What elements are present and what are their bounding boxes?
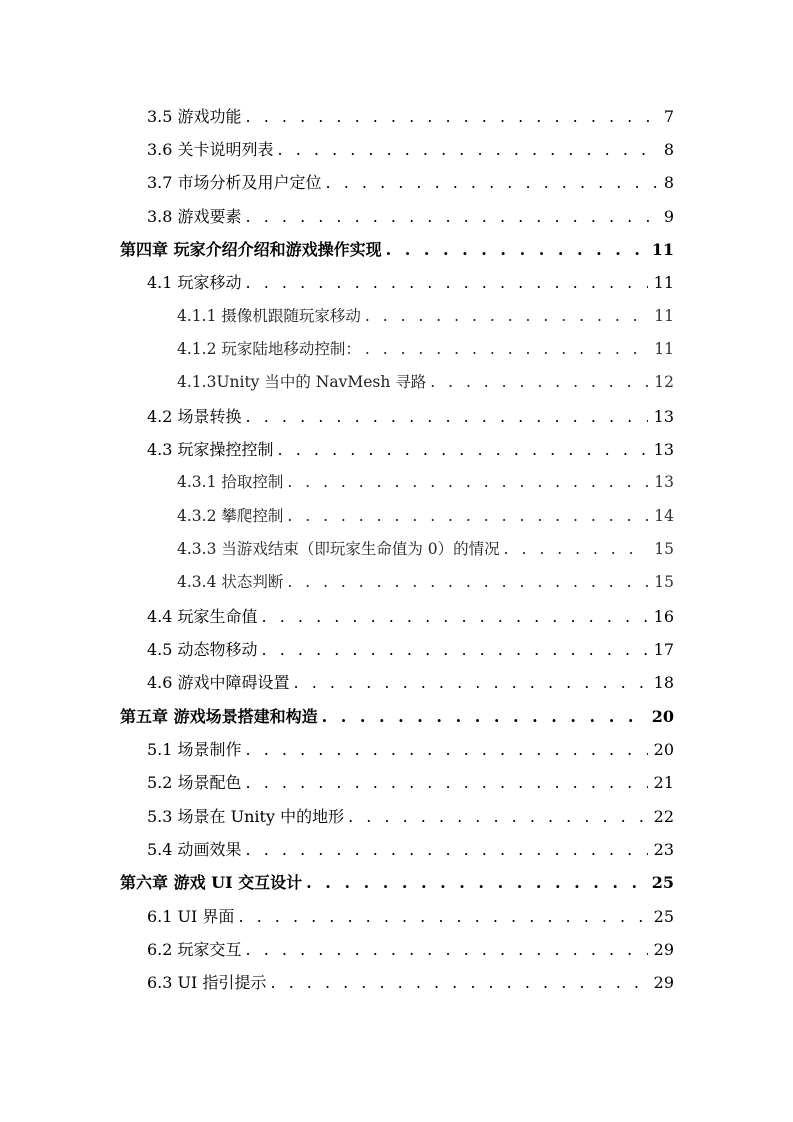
dot-leader [262, 633, 648, 666]
toc-subentry[interactable] [177, 566, 674, 599]
dot-leader [294, 666, 648, 699]
toc-entry-title: 6.2 玩家交互 [147, 940, 242, 959]
toc-entry-page: 12 [654, 373, 674, 391]
toc-entry-page: 11 [651, 240, 674, 259]
toc-entry-title: 4.6 游戏中障碍设置 [147, 673, 290, 692]
toc-entry-page: 18 [653, 673, 674, 692]
toc-entry-page: 15 [654, 540, 674, 558]
dot-leader [246, 766, 648, 799]
toc-entry-title: 第五章 游戏场景搭建和构造 [120, 707, 318, 726]
toc-entry-page: 25 [653, 907, 674, 926]
toc-entry-title: 5.2 场景配色 [147, 773, 242, 792]
dot-leader [246, 400, 648, 433]
dot-leader [287, 500, 648, 533]
toc-entry-page: 13 [654, 473, 674, 491]
toc-entry-title: 第四章 玩家介绍介绍和游戏操作实现 [120, 240, 382, 259]
dot-leader [246, 266, 648, 299]
toc-entry-title: 4.3.2 攀爬控制 [177, 507, 284, 525]
toc-entry-title: 4.1.3Unity 当中的 NavMesh 寻路 [177, 373, 427, 391]
toc-entry[interactable] [147, 900, 674, 933]
toc-entry[interactable] [147, 666, 674, 699]
toc-entry-page: 20 [653, 740, 674, 759]
toc-entry-title: 4.3 玩家操控控制 [147, 440, 274, 459]
toc-entry-title: 3.7 市场分析及用户定位 [147, 173, 322, 192]
toc-entry[interactable] [147, 433, 674, 466]
dot-leader [365, 333, 648, 366]
toc-entry-page: 13 [653, 440, 674, 459]
toc-entry-page: 29 [653, 973, 674, 992]
dot-leader [270, 966, 647, 999]
toc-entry-page: 11 [654, 340, 674, 358]
toc-entry[interactable] [147, 966, 674, 999]
toc-entry-title: 第六章 游戏 UI 交互设计 [120, 873, 303, 892]
toc-entry-title: 4.3.3 当游戏结束（即玩家生命值为 0）的情况 [177, 540, 500, 558]
toc-subentry[interactable] [177, 366, 674, 399]
toc-entry-page: 29 [653, 940, 674, 959]
toc-entry-title: 4.2 场景转换 [147, 407, 242, 426]
toc-entry-title: 4.1 玩家移动 [147, 273, 242, 292]
toc-entry-title: 3.8 游戏要素 [147, 207, 242, 226]
dot-leader [306, 866, 646, 899]
toc-entry[interactable] [147, 266, 674, 299]
toc-entry-title: 5.4 动画效果 [147, 840, 242, 859]
toc-entry[interactable] [147, 833, 674, 866]
dot-leader [386, 233, 646, 266]
toc-entry-page: 17 [653, 640, 674, 659]
toc-entry[interactable] [147, 600, 674, 633]
toc-entry-title: 3.6 关卡说明列表 [147, 140, 274, 159]
toc-entry-page: 15 [654, 573, 674, 591]
dot-leader [430, 366, 648, 399]
dot-leader [246, 733, 648, 766]
toc-subentry[interactable] [177, 466, 674, 499]
toc-entry-page: 20 [651, 707, 674, 726]
toc-entry-page: 7 [663, 107, 674, 126]
toc-entry[interactable] [147, 733, 674, 766]
toc-chapter-entry[interactable] [120, 866, 674, 899]
toc-subentry[interactable] [177, 300, 674, 333]
toc-entry[interactable] [147, 933, 674, 966]
toc-entry-title: 6.1 UI 界面 [147, 907, 235, 926]
toc-entry[interactable] [147, 400, 674, 433]
toc-entry[interactable] [147, 133, 674, 166]
toc-subentry[interactable] [177, 533, 674, 566]
toc-entry-page: 16 [653, 607, 674, 626]
toc-entry-title: 4.3.1 拾取控制 [177, 473, 284, 491]
toc-entry-page: 8 [663, 140, 674, 159]
dot-leader [246, 833, 648, 866]
dot-leader [246, 200, 658, 233]
toc-entry[interactable] [147, 633, 674, 666]
dot-leader [278, 133, 658, 166]
dot-leader [326, 166, 658, 199]
toc-chapter-entry[interactable] [120, 233, 674, 266]
toc-entry-title: 4.1.1 摄像机跟随玩家移动 [177, 307, 361, 325]
dot-leader [246, 100, 658, 133]
toc-entry-title: 5.3 场景在 Unity 中的地形 [147, 807, 345, 826]
dot-leader [246, 933, 648, 966]
dot-leader [322, 700, 646, 733]
toc-entry-title: 4.5 动态物移动 [147, 640, 258, 659]
toc-entry[interactable] [147, 800, 674, 833]
toc-entry-page: 11 [654, 307, 674, 325]
toc-entry[interactable] [147, 166, 674, 199]
toc-entry-page: 9 [663, 207, 674, 226]
toc-entry-title: 4.3.4 状态判断 [177, 573, 284, 591]
toc-subentry[interactable] [177, 500, 674, 533]
toc-entry-title: 3.5 游戏功能 [147, 107, 242, 126]
toc-entry[interactable] [147, 100, 674, 133]
toc-entry[interactable] [147, 200, 674, 233]
dot-leader [365, 300, 648, 333]
dot-leader [348, 800, 648, 833]
toc-entry-page: 23 [653, 840, 674, 859]
toc-entry-page: 14 [654, 507, 674, 525]
dot-leader [262, 600, 648, 633]
dot-leader [238, 900, 647, 933]
dot-leader [287, 466, 648, 499]
toc-chapter-entry[interactable] [120, 700, 674, 733]
toc-subentry[interactable] [177, 333, 674, 366]
toc-entry-page: 21 [653, 773, 674, 792]
toc-entry-page: 8 [663, 173, 674, 192]
toc-entry-page: 22 [653, 807, 674, 826]
toc-entry-title: 6.3 UI 指引提示 [147, 973, 267, 992]
toc-entry-title: 5.1 场景制作 [147, 740, 242, 759]
dot-leader [278, 433, 648, 466]
dot-leader [504, 533, 649, 566]
toc-entry-page: 13 [653, 407, 674, 426]
toc-entry-page: 11 [653, 273, 674, 292]
toc-entry-title: 4.1.2 玩家陆地移动控制： [177, 340, 361, 358]
toc-entry-title: 4.4 玩家生命值 [147, 607, 258, 626]
toc-entry[interactable] [147, 766, 674, 799]
dot-leader [287, 566, 648, 599]
toc-entry-page: 25 [651, 873, 674, 892]
